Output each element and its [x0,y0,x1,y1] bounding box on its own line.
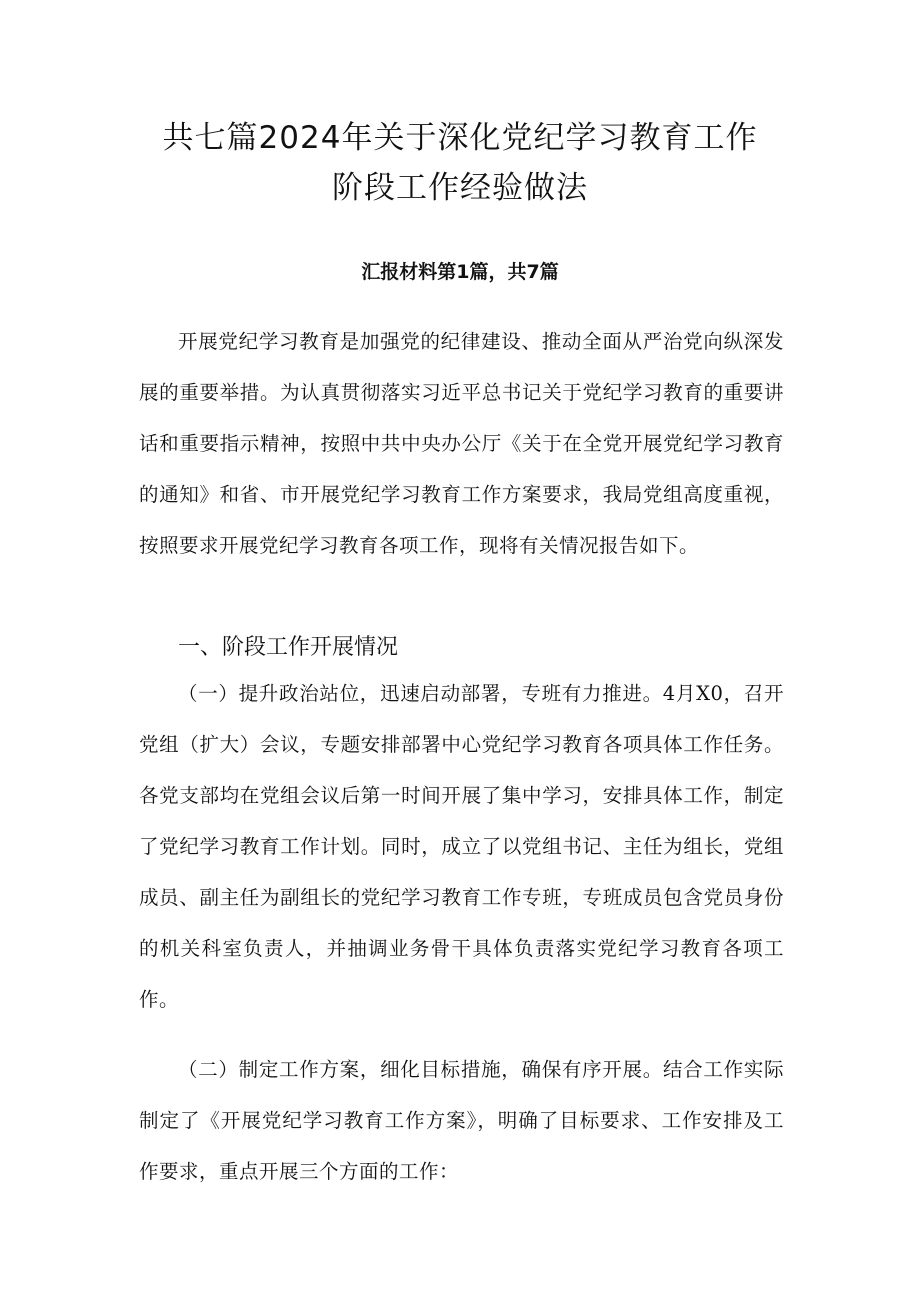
document-title-line2: 阶段工作经验做法 [332,170,588,206]
paragraph-item-2: （二）制定工作方案，细化目标措施，确保有序开展。结合工作实际制定了《开展党纪学习教育工作方案》，明确了目标要求、工作安排及工作要求，重点开展三个方面的工作： [139,1058,784,1183]
paragraph-intro: 开展党纪学习教育是加强党的纪律建设、推动全面从严治党向纵深发展的重要举措。为认真贯彻落实习近平总书记关于党纪学习教育的重要讲话和重要指示精神，按照中共中央办公厅《关于在全党开展党纪学习教育的通知》和省、市开展党纪学习教育工作方案要求，我局党组高度重视，按照要求开展党纪学习教育各项工作，现将有关情况报告如下。 [139,330,784,557]
document-subtitle: 汇报材料第1篇，共7篇 [361,261,559,283]
paragraph-item-1: （一）提升政治站位，迅速启动部署，专班有力推进。4月X0，召开党组（扩大）会议，专题安排部署中心党纪学习教育各项具体工作任务。各党支部均在党组会议后第一时间开展了集中学习，安排具体工作，制定了党纪学习教育工作计划。同时，成立了以党组书记、主任为组长，党组成员、副主任为副组长的党纪学习教育工作专班，专班成员包含党员身份的机关科室负责人，并抽调业务骨干具体负责落实党纪学习教育各项工作。 [139,682,784,1011]
document-title-line1: 共七篇2024年关于深化党纪学习教育工作 [162,120,758,156]
section-heading: 一、阶段工作开展情况 [178,635,399,660]
